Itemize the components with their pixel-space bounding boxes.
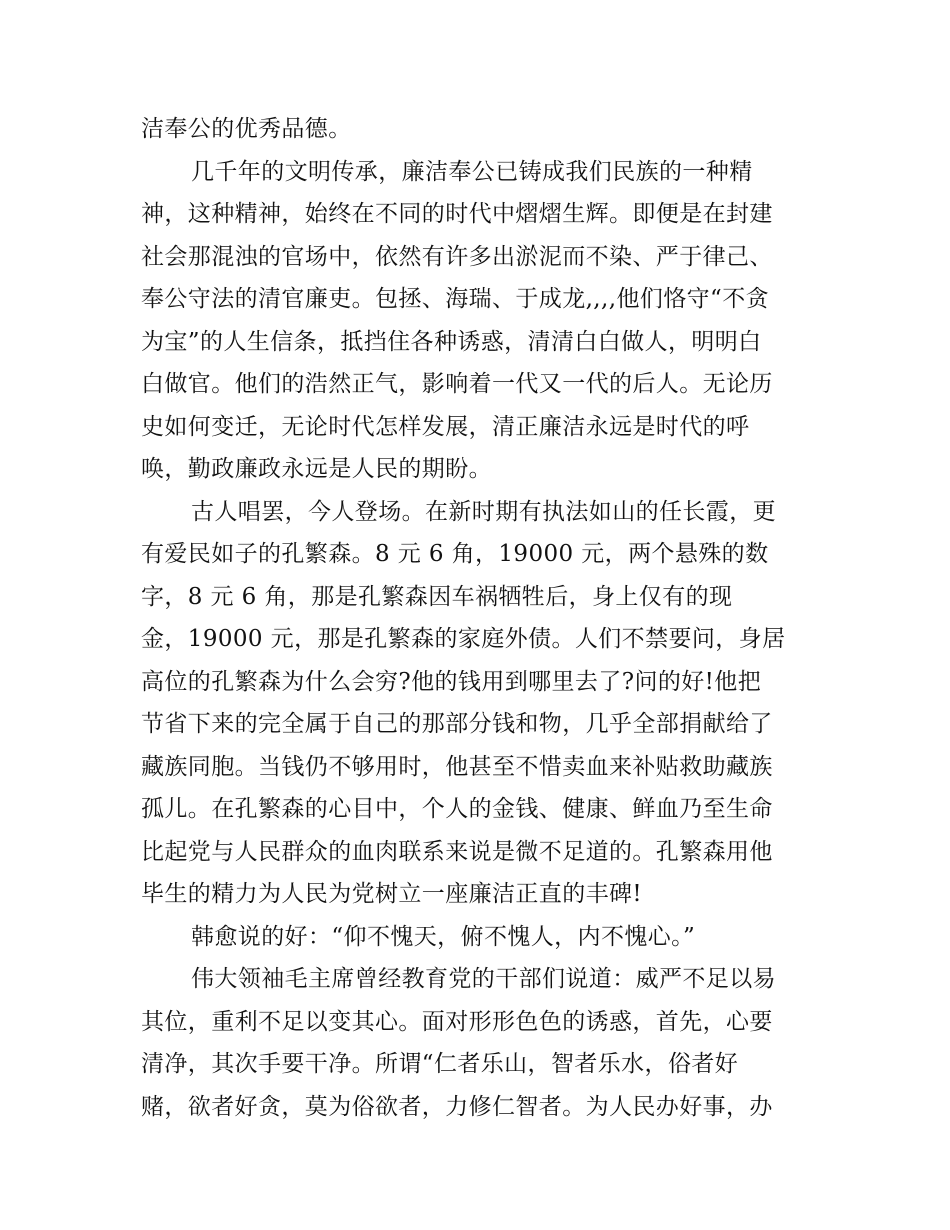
- text-line: 神，这种精神，始终在不同的时代中熠熠生辉。即便是在封建: [141, 201, 773, 227]
- text-line: 史如何变迁，无论时代怎样发展，清正廉洁永远是时代的呼: [141, 413, 750, 440]
- text-line: 奉公守法的清官廉吏。包拯、海瑞、于成龙,,,,他们恪守“不贪: [141, 286, 770, 312]
- text-line: 为宝”的人生信条，抵挡住各种诱惑，清清白白做人，明明白: [141, 328, 762, 355]
- text-line: 比起党与人民群众的血肉联系来说是微不足道的。孔繁森用他: [141, 838, 773, 865]
- text-line: 孤儿。在孔繁森的心目中，个人的金钱、健康、鲜血乃至生命: [141, 796, 773, 822]
- text-line: 古人唱罢，今人登场。在新时期有执法如山的任长霞，更: [191, 498, 776, 525]
- text-line: 韩愈说的好：“仰不愧天，俯不愧人，内不愧心。”: [191, 923, 696, 950]
- text-line: 白做官。他们的浩然正气，影响着一代又一代的后人。无论历: [141, 371, 773, 397]
- body-text: [141, 108, 821, 1128]
- text-line: 有爱民如子的孔繁森。8 元 6 角，19000 元，两个悬殊的数: [141, 541, 769, 567]
- text-line: 清净，其次手要干净。所谓“仁者乐山，智者乐水，俗者好: [141, 1051, 739, 1077]
- text-line: 几千年的文明传承，廉洁奉公已铸成我们民族的一种精: [191, 158, 753, 185]
- text-line: 字，8 元 6 角，那是孔繁森因车祸牺牲后，身上仅有的现: [141, 583, 733, 610]
- text-line: 赌，欲者好贪，莫为俗欲者，力修仁智者。为人民办好事，办: [141, 1093, 773, 1120]
- text-line: 其位，重利不足以变其心。面对形形色色的诱惑，首先，心要: [141, 1008, 773, 1035]
- text-line: 藏族同胞。当钱仍不够用时，他甚至不惜卖血来补贴救助藏族: [141, 753, 773, 780]
- text-line: 高位的孔繁森为什么会穷?他的钱用到哪里去了?问的好!他把: [141, 668, 762, 695]
- text-line: 社会那混浊的官场中，依然有许多出淤泥而不染、严于律己、: [141, 243, 773, 270]
- text-line: 洁奉公的优秀品德。: [141, 116, 352, 142]
- text-line: 节省下来的完全属于自己的那部分钱和物，几乎全部捐献给了: [141, 711, 773, 737]
- text-line: 金，19000 元，那是孔繁森的家庭外债。人们不禁要问，身居: [141, 626, 786, 652]
- text-line: 伟大领袖毛主席曾经教育党的干部们说道：威严不足以易: [191, 966, 776, 992]
- text-line: 唤，勤政廉政永远是人民的期盼。: [141, 456, 492, 482]
- text-line: 毕生的精力为人民为党树立一座廉洁正直的丰碑!: [141, 881, 643, 907]
